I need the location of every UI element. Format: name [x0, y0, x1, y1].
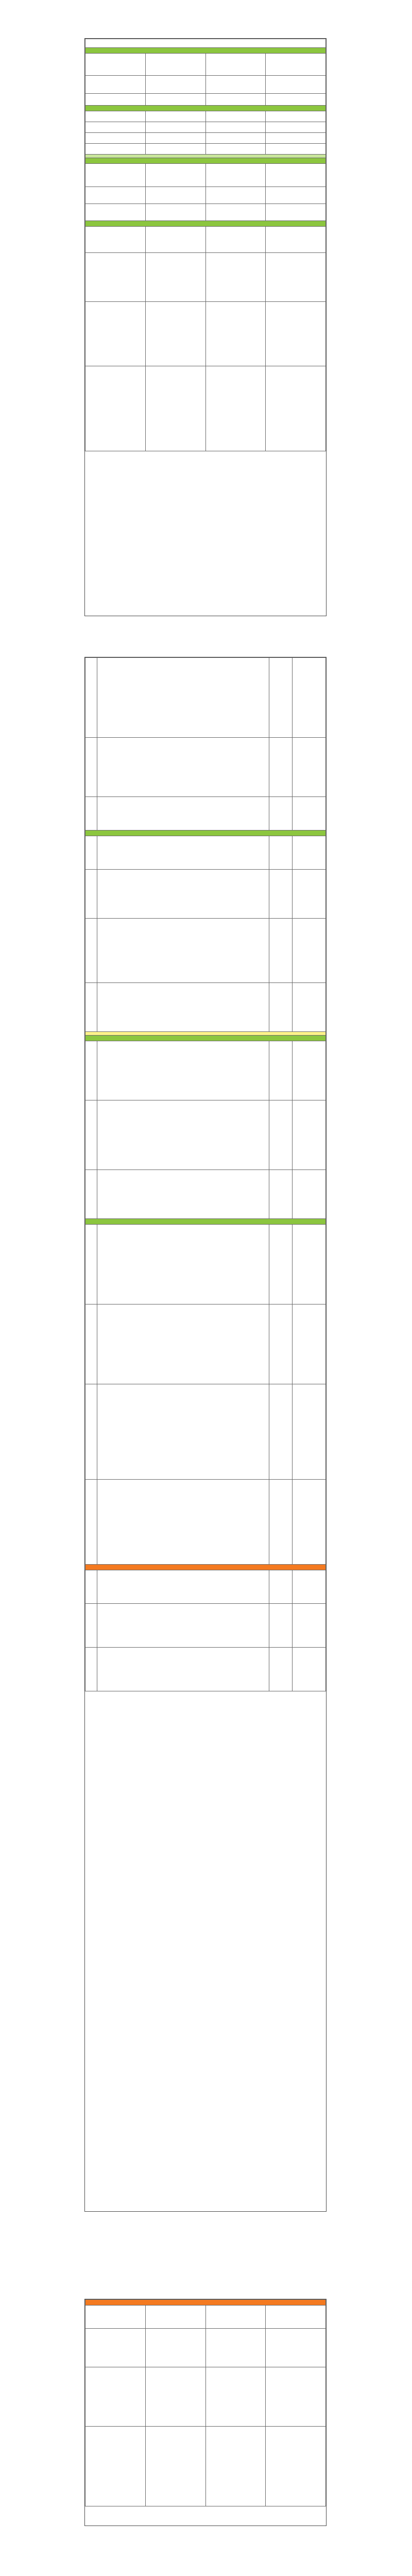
- subsection-band: [85, 155, 326, 158]
- row-code: [205, 54, 266, 76]
- row-text: [97, 1648, 269, 1691]
- row-number: [85, 1604, 97, 1648]
- row-number: [85, 187, 146, 204]
- row-number: [85, 1304, 97, 1384]
- table-row: [85, 111, 326, 122]
- row-text: [145, 253, 205, 302]
- row-code: [205, 144, 266, 155]
- table-row: [85, 870, 326, 919]
- table-row: [85, 1304, 326, 1384]
- row-code: [269, 1304, 293, 1384]
- table-row: [85, 2427, 326, 2506]
- evaluation-cell: [293, 836, 326, 870]
- evaluation-cell: [266, 302, 326, 366]
- row-code: [269, 1480, 293, 1565]
- section-title: [85, 1036, 326, 1041]
- evaluation-cell: [266, 187, 326, 204]
- row-text: [145, 187, 205, 204]
- table-row: [85, 253, 326, 302]
- row-number: [85, 76, 146, 94]
- table-row: [85, 1100, 326, 1170]
- evaluation-cell: [266, 122, 326, 133]
- table-row: [85, 1170, 326, 1219]
- row-text: [145, 111, 205, 122]
- row-text: [145, 122, 205, 133]
- row-number: [85, 836, 97, 870]
- row-number: [85, 919, 97, 983]
- section-title: [85, 831, 326, 836]
- evaluation-cell: [266, 76, 326, 94]
- section-header-6: [85, 1036, 326, 1041]
- row-text: [97, 797, 269, 831]
- row-number: [85, 164, 146, 187]
- section-title: [85, 2300, 326, 2306]
- row-text: [97, 1304, 269, 1384]
- row-text: [145, 2306, 205, 2329]
- row-text: [145, 94, 205, 106]
- row-number: [85, 54, 146, 76]
- row-code: [269, 1170, 293, 1219]
- section-title: [85, 158, 326, 164]
- section-title: [85, 1565, 326, 1570]
- row-text: [97, 1041, 269, 1100]
- subsection-band: [85, 1032, 326, 1036]
- section-header-8: [85, 1565, 326, 1570]
- row-number: [85, 144, 146, 155]
- row-text: [145, 366, 205, 451]
- row-code: [269, 738, 293, 797]
- table-row: [85, 164, 326, 187]
- evaluation-cell: [293, 1100, 326, 1170]
- evaluation-cell: [266, 133, 326, 144]
- row-code: [269, 1225, 293, 1304]
- section-header-2: [85, 106, 326, 111]
- table-row: [85, 983, 326, 1032]
- row-number: [85, 1225, 97, 1304]
- section-header-1: [85, 48, 326, 54]
- document-page-3: [84, 2299, 327, 2526]
- evaluation-cell: [266, 2329, 326, 2367]
- document-header-text: [85, 39, 326, 48]
- row-code: [269, 1100, 293, 1170]
- table-row: [85, 1384, 326, 1480]
- row-number: [85, 1570, 97, 1604]
- row-number: [85, 122, 146, 133]
- table-row: [85, 187, 326, 204]
- evaluation-cell: [293, 738, 326, 797]
- row-code: [269, 1648, 293, 1691]
- section-title: [85, 48, 326, 54]
- row-code: [205, 204, 266, 221]
- document-header-row: [85, 39, 326, 48]
- row-code: [205, 2427, 266, 2506]
- table-row: [85, 54, 326, 76]
- page-3-table: [85, 2299, 326, 2506]
- row-code: [205, 76, 266, 94]
- evaluation-cell: [293, 1570, 326, 1604]
- row-number: [85, 2367, 146, 2427]
- section-header-4: [85, 221, 326, 227]
- document-page-2: [84, 657, 327, 2212]
- section-header-5: [85, 831, 326, 836]
- row-text: [145, 2427, 205, 2506]
- row-number: [85, 1041, 97, 1100]
- row-text: [145, 227, 205, 253]
- table-row: [85, 302, 326, 366]
- row-text: [145, 164, 205, 187]
- row-code: [205, 302, 266, 366]
- table-row: [85, 204, 326, 221]
- evaluation-cell: [266, 94, 326, 106]
- table-row: [85, 94, 326, 106]
- row-code: [205, 164, 266, 187]
- row-code: [269, 983, 293, 1032]
- evaluation-cell: [266, 204, 326, 221]
- row-code: [205, 122, 266, 133]
- row-code: [269, 1384, 293, 1480]
- evaluation-cell: [293, 1041, 326, 1100]
- row-code: [269, 1570, 293, 1604]
- table-row: [85, 919, 326, 983]
- evaluation-cell: [266, 164, 326, 187]
- row-number: [85, 1480, 97, 1565]
- table-row: [85, 2306, 326, 2329]
- row-text: [145, 54, 205, 76]
- evaluation-cell: [266, 253, 326, 302]
- evaluation-cell: [266, 2427, 326, 2506]
- section-header-7: [85, 1219, 326, 1225]
- row-number: [85, 253, 146, 302]
- row-code: [205, 2367, 266, 2427]
- row-text: [97, 1100, 269, 1170]
- table-row: [85, 76, 326, 94]
- evaluation-cell: [293, 1225, 326, 1304]
- row-number: [85, 111, 146, 122]
- row-text: [145, 2367, 205, 2427]
- row-number: [85, 94, 146, 106]
- evaluation-cell: [293, 658, 326, 738]
- row-text: [97, 870, 269, 919]
- row-number: [85, 738, 97, 797]
- row-code: [205, 253, 266, 302]
- evaluation-cell: [293, 797, 326, 831]
- row-code: [205, 2306, 266, 2329]
- row-text: [97, 658, 269, 738]
- table-row: [85, 2329, 326, 2367]
- evaluation-cell: [293, 1170, 326, 1219]
- row-text: [97, 1570, 269, 1604]
- table-row: [85, 658, 326, 738]
- row-number: [85, 2427, 146, 2506]
- row-text: [97, 738, 269, 797]
- row-number: [85, 133, 146, 144]
- row-number: [85, 1648, 97, 1691]
- row-text: [97, 836, 269, 870]
- row-code: [205, 187, 266, 204]
- evaluation-cell: [266, 111, 326, 122]
- table-row: [85, 144, 326, 155]
- table-row: [85, 122, 326, 133]
- section-title: [85, 221, 326, 227]
- document-page-1: [84, 38, 327, 616]
- evaluation-cell: [293, 1384, 326, 1480]
- row-code: [269, 836, 293, 870]
- row-number: [85, 227, 146, 253]
- row-number: [85, 2306, 146, 2329]
- table-row: [85, 1604, 326, 1648]
- row-text: [97, 1604, 269, 1648]
- row-number: [85, 870, 97, 919]
- row-number: [85, 1100, 97, 1170]
- evaluation-cell: [293, 1604, 326, 1648]
- row-text: [97, 919, 269, 983]
- row-number: [85, 658, 97, 738]
- table-row: [85, 366, 326, 451]
- page-1-table: [85, 39, 326, 451]
- evaluation-cell: [293, 1648, 326, 1691]
- table-row: [85, 227, 326, 253]
- row-code: [205, 94, 266, 106]
- section-header-9: [85, 2300, 326, 2306]
- table-row: [85, 2367, 326, 2427]
- row-text: [97, 1170, 269, 1219]
- row-text: [145, 133, 205, 144]
- row-number: [85, 204, 146, 221]
- row-code: [205, 2329, 266, 2367]
- table-row: [85, 1041, 326, 1100]
- table-row: [85, 1648, 326, 1691]
- evaluation-cell: [266, 366, 326, 451]
- evaluation-cell: [293, 1480, 326, 1565]
- row-number: [85, 797, 97, 831]
- row-number: [85, 1170, 97, 1219]
- table-row: [85, 797, 326, 831]
- row-text: [145, 302, 205, 366]
- row-number: [85, 302, 146, 366]
- evaluation-cell: [266, 2367, 326, 2427]
- table-row: [85, 133, 326, 144]
- evaluation-cell: [266, 144, 326, 155]
- table-row: [85, 836, 326, 870]
- table-row: [85, 1480, 326, 1565]
- row-number: [85, 2329, 146, 2367]
- row-code: [205, 111, 266, 122]
- row-text: [97, 1384, 269, 1480]
- section-title: [85, 106, 326, 111]
- row-text: [145, 144, 205, 155]
- row-code: [269, 1041, 293, 1100]
- section-header-3: [85, 158, 326, 164]
- row-code: [269, 870, 293, 919]
- row-text: [145, 2329, 205, 2367]
- row-text: [97, 983, 269, 1032]
- row-code: [269, 1604, 293, 1648]
- row-text: [97, 1480, 269, 1565]
- row-text: [145, 76, 205, 94]
- row-text: [145, 204, 205, 221]
- row-number: [85, 366, 146, 451]
- evaluation-cell: [266, 54, 326, 76]
- row-number: [85, 1384, 97, 1480]
- section-title: [85, 1219, 326, 1225]
- table-row: [85, 1225, 326, 1304]
- row-code: [269, 658, 293, 738]
- evaluation-cell: [266, 227, 326, 253]
- row-code: [205, 227, 266, 253]
- row-number: [85, 983, 97, 1032]
- row-code: [269, 919, 293, 983]
- row-text: [97, 1225, 269, 1304]
- evaluation-cell: [293, 870, 326, 919]
- evaluation-cell: [266, 2306, 326, 2329]
- row-code: [205, 133, 266, 144]
- row-code: [205, 366, 266, 451]
- evaluation-cell: [293, 983, 326, 1032]
- table-row: [85, 738, 326, 797]
- evaluation-cell: [293, 919, 326, 983]
- evaluation-cell: [293, 1304, 326, 1384]
- table-row: [85, 1570, 326, 1604]
- page-2-table: [85, 657, 326, 1691]
- row-code: [269, 797, 293, 831]
